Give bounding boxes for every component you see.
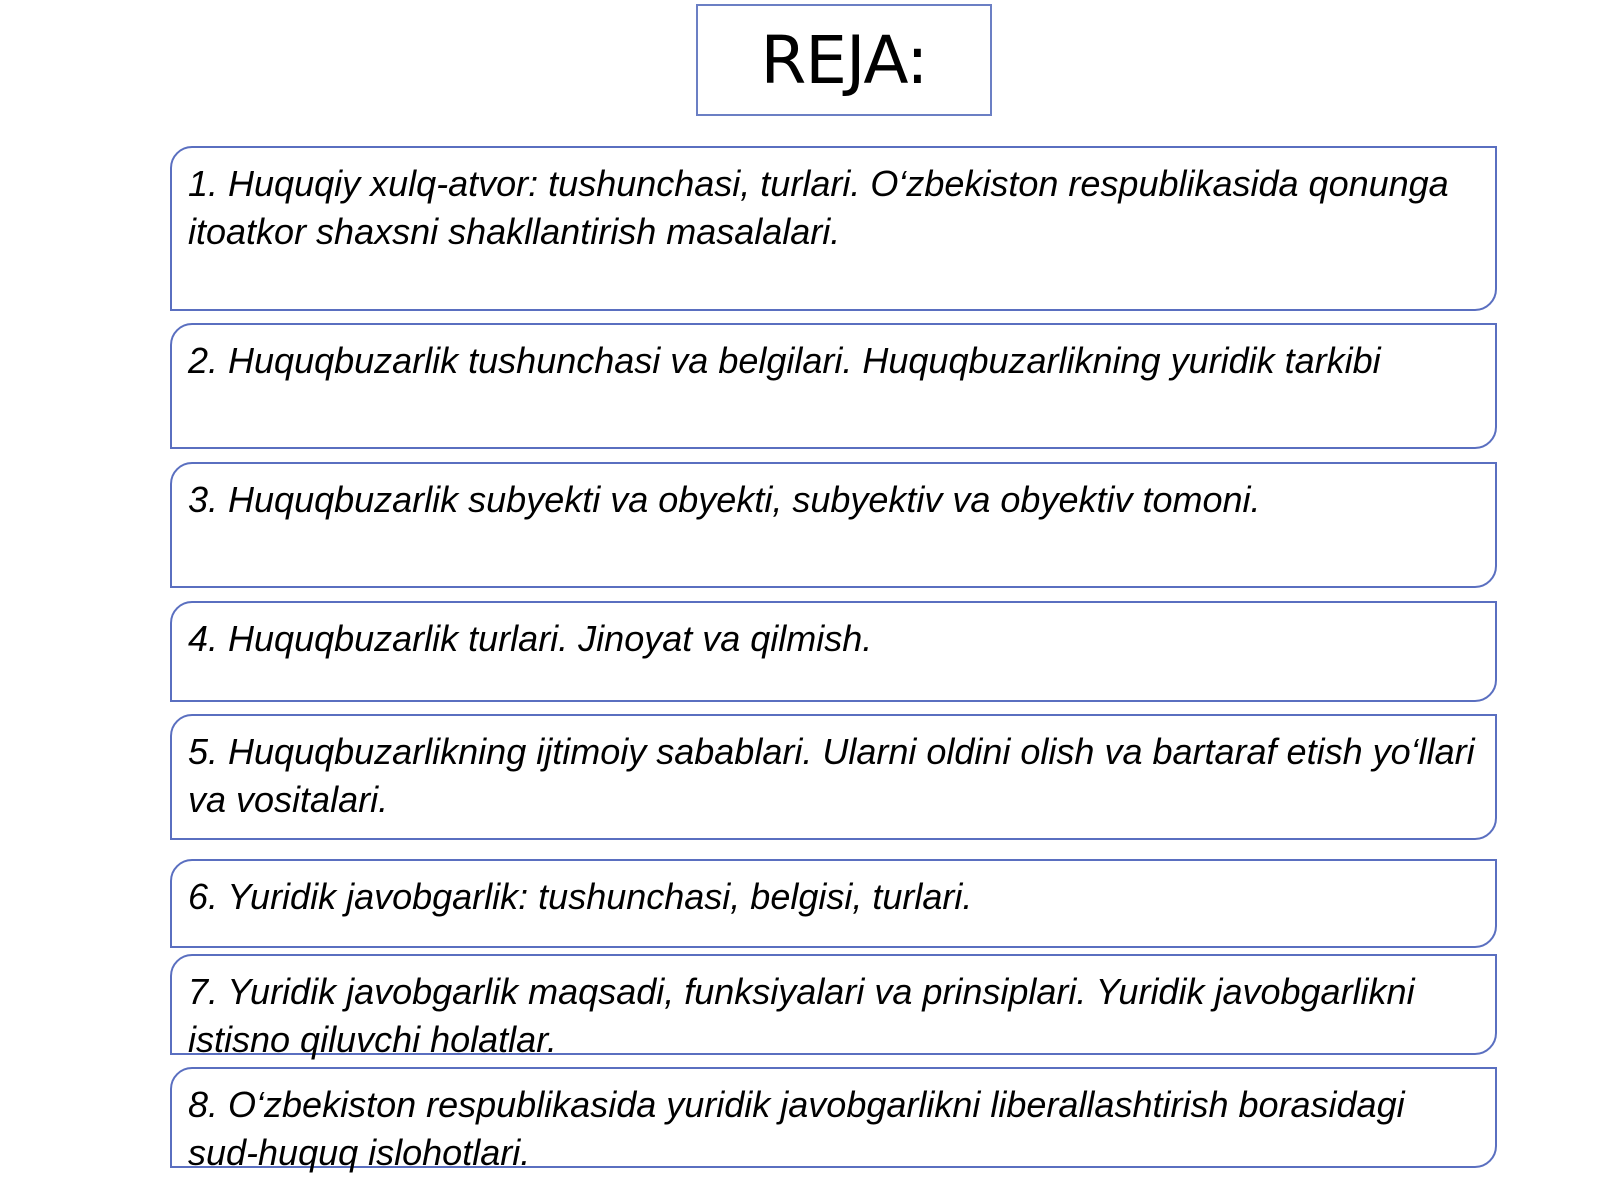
plan-item-3 xyxy=(170,462,1497,588)
plan-item-7 xyxy=(170,954,1497,1060)
plan-item-4 xyxy=(170,601,1497,702)
page-title: REJA: xyxy=(696,4,992,116)
plan-item-text: 6. Yuridik javobgarlik: tushunchasi, belgisi, turlari. xyxy=(188,876,973,917)
plan-item-text: 7. Yuridik javobgarlik maqsadi, funksiyalari va prinsiplari. Yuridik javobgarlikni istisno qiluvchi holatlar. xyxy=(188,971,1415,1060)
plan-item-2 xyxy=(170,323,1497,449)
plan-item-8 xyxy=(170,1067,1497,1173)
plan-item-5 xyxy=(170,714,1497,840)
plan-item-1 xyxy=(170,146,1497,311)
plan-item-text: 1. Huquqiy xulq-atvor: tushunchasi, turlari. O‘zbekiston respublikasida qonunga itoatkor shaxsni shakllantirish masalalari. xyxy=(188,163,1449,252)
plan-item-text: 3. Huquqbuzarlik subyekti va obyekti, subyektiv va obyektiv tomoni. xyxy=(188,479,1261,520)
plan-item-text: 8. O‘zbekiston respublikasida yuridik javobgarlikni liberallashtirish borasidagi sud-huquq islohotlari. xyxy=(188,1084,1405,1173)
plan-item-text: 5. Huquqbuzarlikning ijtimoiy sabablari. Ularni oldini olish va bartaraf etish yo‘llari va vositalari. xyxy=(188,731,1475,820)
plan-item-6 xyxy=(170,859,1497,948)
plan-item-text: 2. Huquqbuzarlik tushunchasi va belgilari. Huquqbuzarlikning yuridik tarkibi xyxy=(188,340,1381,381)
plan-item-text: 4. Huquqbuzarlik turlari. Jinoyat va qilmish. xyxy=(188,618,873,659)
